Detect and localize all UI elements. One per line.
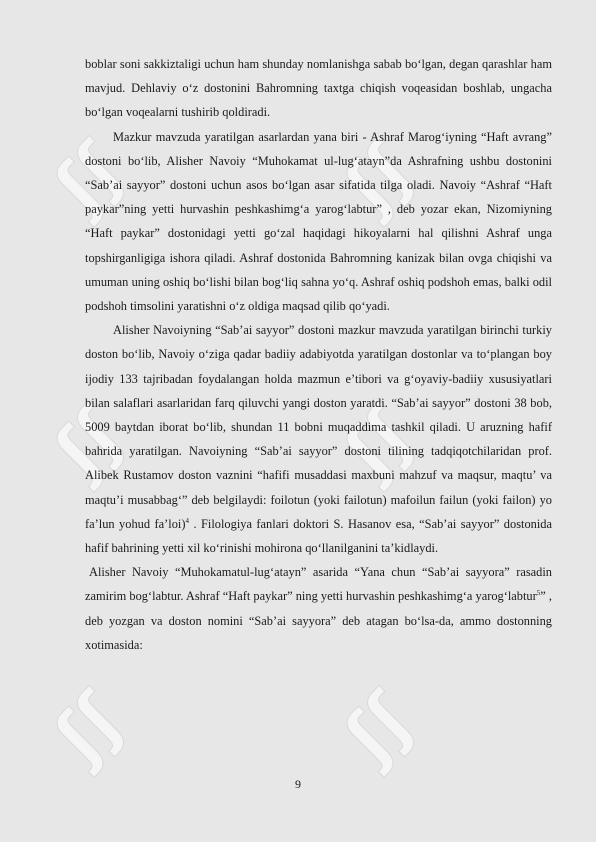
paragraph-3-text-b: . Filologiya fanlari doktori S. Hasanov esa, “Sab’ai sayyor” dostonida hafif bahrining yetti xil ko‘rinishi mohirona qo‘llanilganini ta’kidlaydi.	[85, 516, 552, 556]
paragraph-3	[85, 318, 552, 560]
paragraph-4	[85, 560, 552, 657]
svg-text:ʃʃ: ʃʃ	[39, 392, 139, 493]
paragraph-3-text-a: Alisher Navoiyning “Sab’ai sayyor” dostoni mazkur mavzuda yaratilgan birinchi turkiy doston bo‘lib, Navoiy o‘ziga qadar badiiy adabiyotda yaratilgan dostonlar va to‘plangan boy ijodiy 133 tajribadan foydalangan holda mazmun e’tibori va g‘oyaviy-badiiy xususiyatlari bilan salaflari asarlaridan farq qiluvchi yangi doston yaratdi. “Sab’ai sayyor” dostoni 38 bob, 5009 baytdan iborat bo‘lib, shundan 11 bobni muqaddima tashkil qiladi. U aruzning hafif bahrida yaratilgan. Navoiyning “Sab’ai sayyor” dostoni tilining tadqiqotchilaridan prof. Alibek Rustamov doston vaznini “hafifi musaddasi maxbuni mahzuf va maqsur, maqtu’ va maqtu’i musabbag‘” deb belgilaydi: foilotun (yoki failotun) mafoilun failun (yoki failon) yo fa’lun yohud fa’loi)	[85, 323, 552, 531]
document-body	[85, 52, 552, 657]
watermark-logo-icon	[37, 677, 140, 780]
paragraph-4-text-a: Alisher Navoiy “Muhokamatul-lug‘atayn” asarida “Yana chun “Sab’ai sayyora” rasadin zamirim bog‘labtur. Ashraf “Haft paykar” ning yetti hurvashin peshkashimg‘a yarog‘labtur	[85, 565, 552, 604]
svg-text:ʃʃ: ʃʃ	[329, 392, 429, 493]
svg-text:ʃʃ: ʃʃ	[329, 677, 429, 778]
footnote-ref-5[interactable]: 5	[536, 589, 541, 598]
footnote-ref-4[interactable]: 4	[185, 516, 189, 525]
watermark-logo-icon	[327, 677, 430, 780]
page-number: 9	[295, 777, 301, 791]
svg-text:ʃʃ: ʃʃ	[329, 127, 429, 228]
svg-text:ʃʃ: ʃʃ	[39, 677, 139, 778]
paragraph-4-text-b: ” , deb yozgan va doston nomini “Sab’ai sayyora” deb atagan bo‘lsa-da, ammo dostonning xotimasida:	[85, 589, 552, 652]
paragraph-2: Mazkur mavzuda yaratilgan asarlardan yana biri - Ashraf Marog‘iyning “Haft avrang” dostoni bo‘lib, Alisher Navoiy “Muhokamat ul-lug‘atayn”da Ashrafning ushbu dostonini “Sab’ai sayyor” dostoni uchun asos bo‘lgan asar sifatida tilga oladi. Navoiy “Ashraf “Haft paykar”ning yetti hurvashin peshkashimg‘a yarog‘labtur” , deb yozar ekan, Nizomiyning “Haft paykar” dostonidagi yetti go‘zal haqidagi hikoyalarni hal qilishni Ashraf unga topshirganligiga ishora qiladi. Ashraf dostonida Bahromning kanizak bilan ovga chiqishi va umuman uning oshiq bo‘lishi bilan bog‘liq sahna yo‘q. Ashraf oshiq podshoh emas, balki odil podshoh timsolini yaratishni o‘z oldiga maqsad qilib qo‘yadi.	[85, 129, 552, 314]
paragraph-1: boblar soni sakkiztaligi uchun ham shunday nomlanishga sabab bo‘lgan, degan qarashlar ham mavjud. Dehlaviy o‘z dostonini Bahromning taxtga chiqish voqeasidan boshlab, ungacha bo‘lgan voqealarni tushirib qoldiradi.	[85, 57, 552, 120]
svg-text:ʃʃ: ʃʃ	[39, 127, 139, 228]
